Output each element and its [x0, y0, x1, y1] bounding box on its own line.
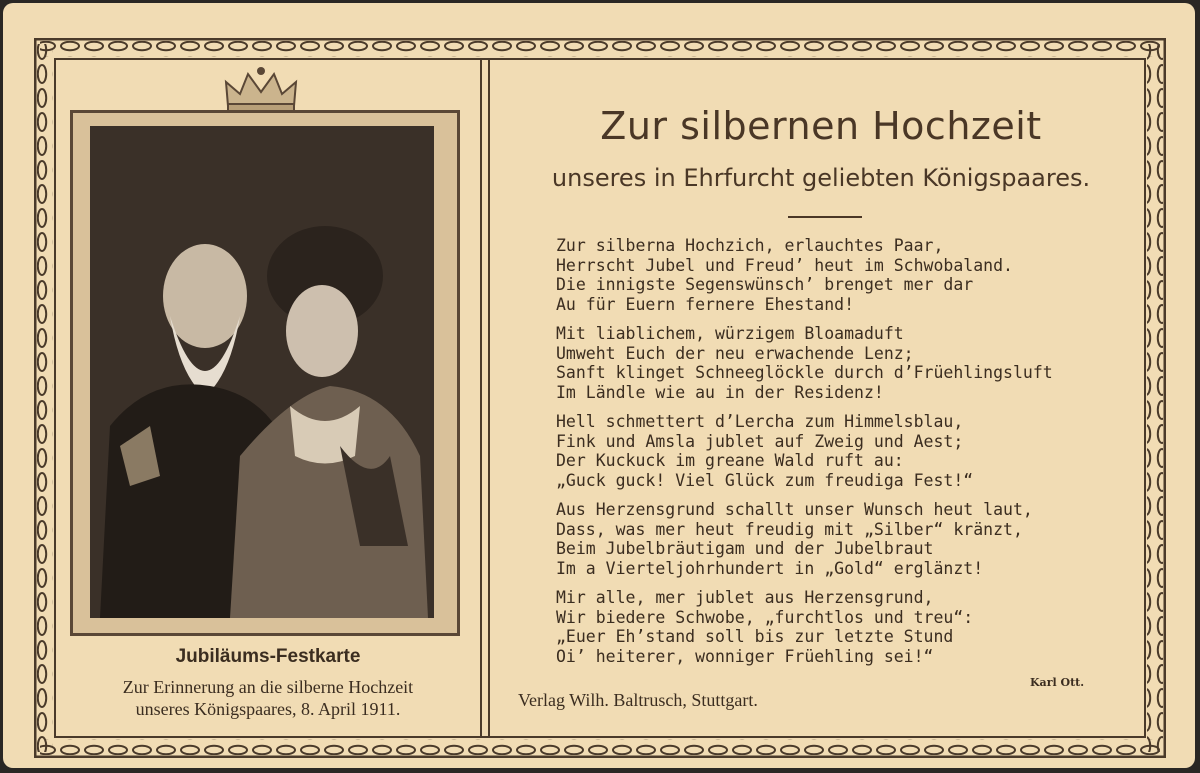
- poem-line: Aus Herzensgrund schallt unser Wunsch heut laut,: [556, 500, 1033, 519]
- poem-line: Hell schmettert d’Lercha zum Himmelsblau,: [556, 412, 964, 431]
- poem-line: Die innigste Segenswünsch’ brenget mer dar: [556, 275, 974, 294]
- page-title: Zur silbernen Hochzeit: [600, 104, 1042, 148]
- author-signature: Karl Ott.: [1030, 676, 1085, 689]
- title-divider: [788, 216, 862, 218]
- poem-line: Wir biedere Schwobe, „furchtlos und treu“:: [556, 607, 974, 627]
- stanza: [556, 500, 1116, 578]
- poem-line: Mit liablichem, würzigem Bloamaduft: [556, 324, 904, 343]
- poem-line: Herrscht Jubel und Freud’ heut im Schwobaland.: [556, 255, 1013, 275]
- poem-line: Mir alle, mer jublet aus Herzensgrund,: [556, 588, 934, 607]
- stanza: [556, 324, 1116, 402]
- stanza: [556, 236, 1116, 314]
- crown-icon: [222, 66, 300, 114]
- poem-line: Au für Euern fernere Ehestand!: [556, 294, 855, 314]
- poem-line: Der Kuckuck im greane Wald ruft au:: [556, 451, 904, 470]
- poem-line: Im Ländle wie au in der Residenz!: [556, 382, 884, 402]
- stanza: [556, 588, 1116, 666]
- poem: [556, 236, 1116, 676]
- poem-line: Im a Vierteljohrhundert in „Gold“ erglänzt!: [556, 558, 984, 578]
- stanza: [556, 412, 1116, 490]
- poem-line: Oi’ heiterer, wonniger Früehling sei!“: [556, 646, 934, 666]
- royal-couple-photo: [90, 126, 434, 618]
- poem-line: „Euer Eh’stand soll bis zur letzte Stund: [556, 627, 954, 646]
- poem-line: „Guck guck! Viel Glück zum freudiga Fest!“: [556, 470, 974, 490]
- caption-line-2: unseres Königspaares, 8. April 1911.: [135, 699, 401, 719]
- poem-line: Dass, was mer heut freudig mit „Silber“ kränzt,: [556, 519, 1023, 539]
- poem-line: Fink und Amsla jublet auf Zweig und Aest;: [556, 431, 964, 451]
- caption-line-1: Zur Erinnerung an die silberne Hochzeit: [122, 677, 414, 697]
- poem-line: Zur silberna Hochzich, erlauchtes Paar,: [556, 236, 944, 255]
- poem-line: Sanft klinget Schneeglöckle durch d’Früehlingsluft: [556, 363, 1053, 382]
- caption-title: Jubiläums-Festkarte: [175, 646, 361, 667]
- poem-line: Umweht Euch der neu erwachende Lenz;: [556, 343, 914, 363]
- publisher-line: Verlag Wilh. Baltrusch, Stuttgart.: [518, 690, 758, 710]
- caption-subtitle: [58, 676, 478, 720]
- page-subtitle: unseres in Ehrfurcht geliebten Königspaares.: [551, 164, 1091, 192]
- poem-line: Beim Jubelbräutigam und der Jubelbraut: [556, 539, 934, 558]
